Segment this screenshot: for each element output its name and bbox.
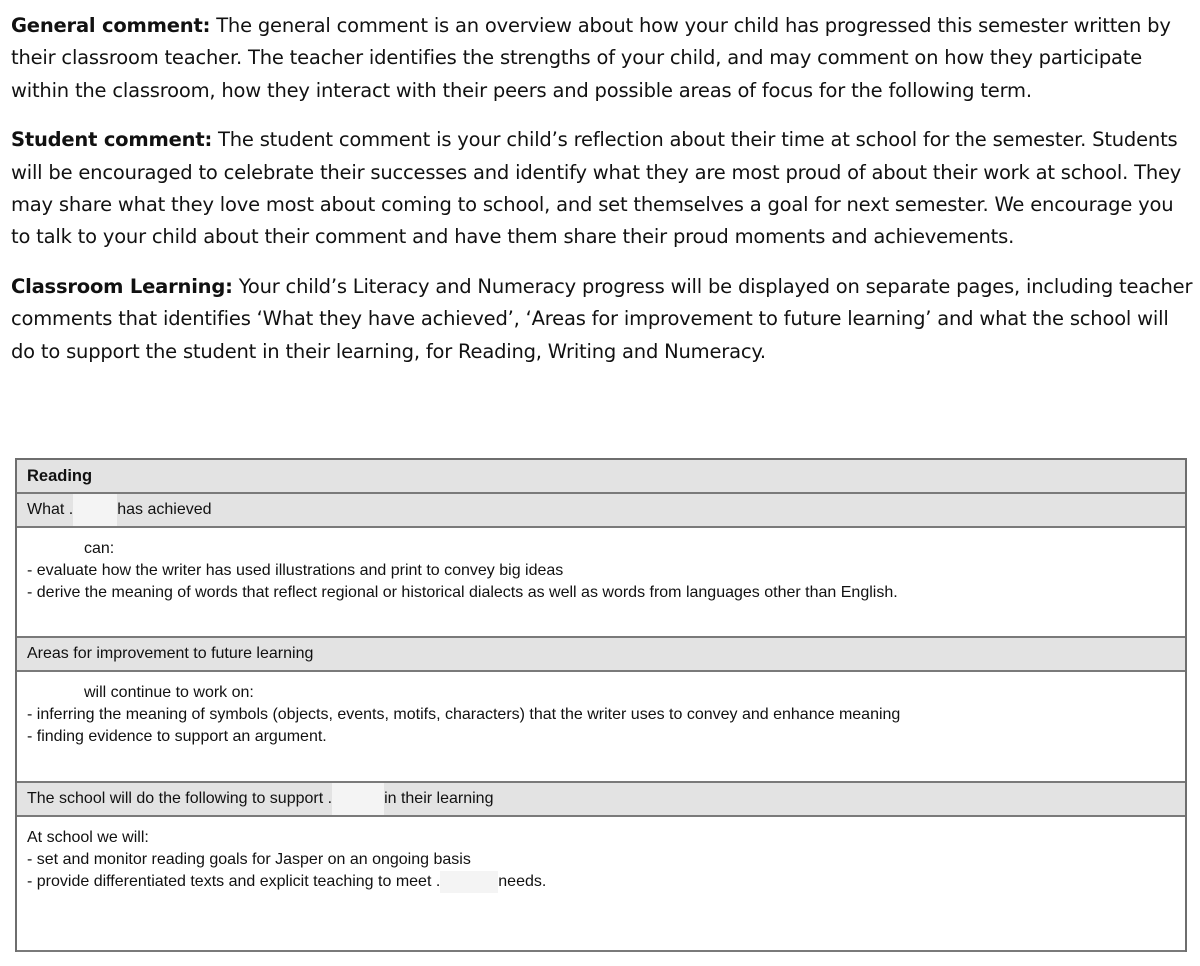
classroom-learning-paragraph	[11, 271, 1193, 368]
support-item-2	[27, 871, 1185, 893]
improvement-label: Areas for improvement to future learning	[17, 638, 1185, 672]
support-label-suffix: in their learning	[384, 790, 494, 807]
reading-report-table	[15, 458, 1187, 952]
support-item-2-prefix: - provide differentiated texts and explicit teaching to meet .	[27, 873, 441, 890]
achieved-item-1: - evaluate how the writer has used illustrations and print to convey big ideas	[27, 562, 564, 579]
general-comment-text: The general comment is an overview about how your child has progressed this semester written by their classroom teacher. The teacher identifies the strengths of your child, and may comment on how they participate within the classroom, how they interact with their peers and possible areas of focus for the following term.	[11, 14, 1171, 102]
achieved-label	[17, 494, 1185, 528]
support-body	[17, 817, 1185, 952]
classroom-learning-heading: Classroom Learning:	[11, 274, 233, 298]
reading-title: Reading	[17, 460, 1185, 494]
achieved-label-suffix: has achieved	[117, 501, 212, 518]
student-comment-heading: Student comment:	[11, 128, 213, 152]
intro-text	[11, 10, 1193, 385]
redacted-name	[440, 871, 498, 893]
student-comment-paragraph	[11, 124, 1193, 254]
achieved-intro: can:	[84, 540, 115, 557]
improvement-item-2: - finding evidence to support an argument.	[27, 728, 327, 745]
classroom-learning-text: Your child’s Literacy and Numeracy progress will be displayed on separate pages, including teacher comments that identifies ‘What they have achieved’, ‘Areas for improvement to future learning’ and what the school will do to support the student in their learning, for Reading, Writing and Numeracy.	[11, 274, 1193, 363]
achieved-item-2: - derive the meaning of words that reflect regional or historical dialects as well as words from languages other than English.	[27, 584, 898, 601]
improvement-intro: will continue to work on:	[84, 684, 254, 701]
support-intro: At school we will:	[27, 829, 149, 846]
achieved-body	[17, 528, 1185, 638]
support-item-1: - set and monitor reading goals for Jasper on an ongoing basis	[27, 851, 471, 868]
support-label	[17, 783, 1185, 817]
redacted-name	[73, 494, 117, 526]
general-comment-paragraph	[11, 10, 1193, 107]
improvement-item-1: - inferring the meaning of symbols (objects, events, motifs, characters) that the writer uses to convey and enhance meaning	[27, 706, 901, 723]
support-label-prefix: The school will do the following to support .	[27, 790, 333, 807]
support-item-2-suffix: needs.	[498, 873, 547, 890]
student-comment-text: The student comment is your child’s reflection about their time at school for the semester. Students will be encouraged to celebrate their successes and identify what they are most proud of about their work at school. They may share what they love most about coming to school, and set themselves a goal for next semester. We encourage you to talk to your child about their comment and have them share their proud moments and achievements.	[11, 128, 1182, 249]
general-comment-heading: General comment:	[11, 14, 211, 37]
achieved-label-prefix: What .	[27, 501, 74, 518]
redacted-name	[332, 783, 384, 815]
improvement-body	[17, 672, 1185, 783]
